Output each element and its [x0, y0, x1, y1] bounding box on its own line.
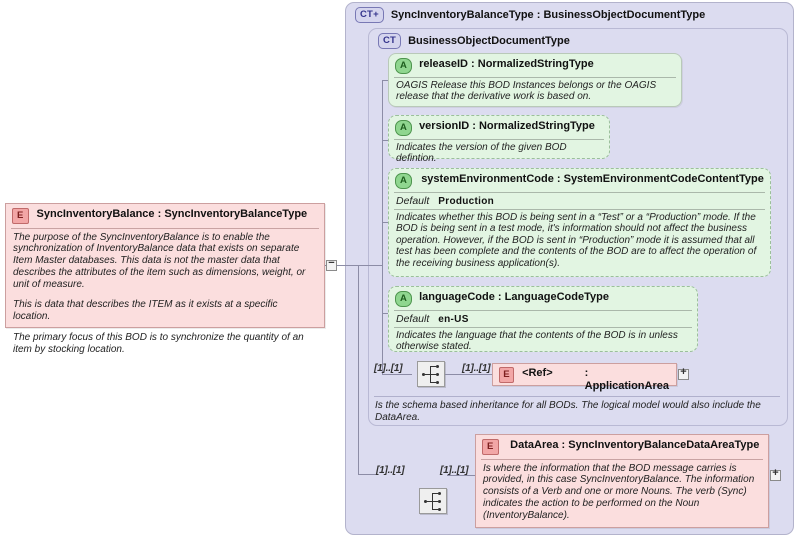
attribute-languagecode-doc: Indicates the language that the contents of the BOD is in unless otherwise stated.: [396, 329, 678, 353]
attribute-icon: A: [395, 58, 412, 74]
attribute-systemenvironmentcode-title: systemEnvironmentCode : SystemEnvironmentCodeContentType: [421, 173, 764, 185]
base-type-note: Is the schema based inheritance for all BODs. The logical model would also include the DataArea.: [375, 400, 761, 423]
attribute-releaseid-header: [389, 54, 681, 77]
attribute-versionid-header: [389, 116, 609, 139]
default-value: en-US: [438, 313, 469, 325]
applicationarea-expand-glyph: +: [680, 366, 687, 378]
connector-outer-spine: [358, 265, 359, 474]
base-type-header: [371, 30, 578, 51]
attribute-languagecode-header: [389, 287, 697, 310]
applicationarea-header: [493, 364, 676, 396]
root-element-doc-p1: The purpose of the SyncInventoryBalance is to enable the synchronization of InventoryBalance data that exists on separate Item Master databases. This data is not the master data that describes the attributes of the item such as dimensions, weight, or unit of measure.: [13, 231, 306, 290]
attribute-versionid[interactable]: [388, 115, 610, 165]
applicationarea-expand-toggle[interactable]: [678, 366, 689, 380]
attribute-systemenvironmentcode-doc: Indicates whether this BOD is being sent in a “Test” or a “Production” mode. If the BOD is being sent in a test mode, it's information should not affect the business operation. However, if the BOD is sent in “Production” mode it is assumed that all test has been complete and the contents of the BOD are to affect the operation of the receiving business application(s).: [396, 211, 757, 269]
root-element-title: SyncInventoryBalance : SyncInventoryBalanceType: [36, 208, 308, 220]
sequence-dot-3: [436, 381, 439, 384]
sequence-compositor-applicationarea[interactable]: [417, 361, 445, 387]
complex-type-icon: CT+: [355, 7, 384, 23]
dataarea-expand-glyph: +: [772, 467, 779, 479]
default-label: Default: [396, 312, 430, 325]
attribute-versionid-doc: Indicates the version of the given BOD defintion.: [396, 141, 567, 165]
applicationarea-ref-label: <Ref>: [522, 367, 553, 379]
root-element-doc-p3: The primary focus of this BOD is to synchronize the quantity of an item by stocking location.: [13, 332, 304, 355]
attribute-releaseid[interactable]: [388, 53, 682, 107]
attribute-icon: A: [395, 291, 412, 307]
attribute-systemenvironmentcode-header: [389, 169, 770, 192]
dataarea-expand-toggle[interactable]: [770, 467, 781, 481]
attribute-systemenvironmentcode-default: [389, 193, 770, 209]
root-element-box[interactable]: [5, 203, 325, 355]
attribute-systemenvironmentcode[interactable]: [388, 168, 771, 277]
attribute-versionid-title: versionID : NormalizedStringType: [419, 120, 595, 132]
base-type-icon: CT: [378, 33, 401, 49]
root-element-doc: [6, 229, 324, 360]
attribute-icon: A: [395, 173, 412, 189]
attribute-languagecode-default: [389, 311, 697, 327]
element-icon: E: [482, 439, 499, 455]
connector-inner-spine: [382, 80, 383, 374]
default-value: Production: [438, 195, 495, 207]
dataarea-title: DataArea : SyncInventoryBalanceDataAreaType: [510, 439, 760, 451]
complex-type-header: [348, 4, 713, 25]
applicationarea-cardinality-right: [1]..[1]: [462, 363, 491, 374]
connector-sequence-to-applicationarea: [445, 374, 492, 375]
attribute-languagecode-title: languageCode : LanguageCodeType: [419, 291, 609, 303]
dataarea-cardinality-right: [1]..[1]: [440, 465, 469, 476]
sequence-dot-1: [436, 365, 439, 368]
dataarea-element-box[interactable]: [475, 434, 769, 528]
base-type-note-divider: [374, 396, 780, 397]
connector-sequence-app: [382, 374, 412, 375]
attribute-releaseid-title: releaseID : NormalizedStringType: [419, 58, 594, 70]
sequence-dot-1: [438, 492, 441, 495]
applicationarea-type: : ApplicationArea: [584, 367, 669, 392]
dataarea-header: [476, 435, 768, 458]
dataarea-doc: Is where the information that the BOD message carries is provided, in this case SyncInventoryBalance. The information consists of a Verb and one or more Nouns. The verb (Sync) indicates the action to be performed on the Noun (InventoryBalance).: [483, 462, 755, 521]
default-label: Default: [396, 194, 430, 207]
complex-type-title: SyncInventoryBalanceType : BusinessObjectDocumentType: [390, 8, 706, 21]
root-collapse-toggle[interactable]: [326, 257, 337, 271]
dataarea-cardinality-left: [1]..[1]: [376, 465, 405, 476]
root-element-doc-p2: This is data that describes the ITEM as it exists at a specific location.: [13, 299, 278, 323]
root-collapse-glyph: −: [328, 257, 335, 269]
element-icon: E: [12, 208, 29, 224]
sequence-dot-2: [436, 373, 439, 376]
attribute-languagecode[interactable]: [388, 286, 698, 352]
sequence-compositor-dataarea[interactable]: [419, 488, 447, 514]
connector-into-outer: [338, 265, 382, 266]
sequence-dot-3: [438, 508, 441, 511]
sequence-dot-2: [438, 500, 441, 503]
applicationarea-element-box[interactable]: [492, 363, 677, 392]
attribute-releaseid-doc: OAGIS Release this BOD Instances belongs or the OAGIS release that the derivative work is based on.: [396, 79, 657, 103]
root-element-header: [6, 204, 324, 227]
element-icon: E: [499, 367, 514, 383]
connector-outer-to-dataarea: [358, 474, 376, 475]
base-type-title: BusinessObjectDocumentType: [408, 34, 570, 47]
applicationarea-cardinality-left: [1]..[1]: [374, 363, 403, 374]
attribute-icon: A: [395, 120, 412, 136]
